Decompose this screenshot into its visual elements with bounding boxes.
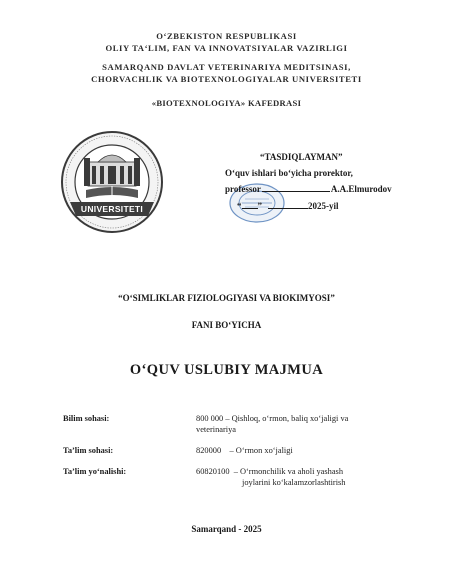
approval-title-professor: professor [225, 184, 261, 194]
approval-date-line [237, 201, 339, 211]
approval-position: O‘quv ishlari bo‘yicha prorektor, [225, 168, 353, 178]
date-quote-open: “ [237, 201, 242, 211]
header-ministry: OLIY TA‘LIM, FAN VA INNOVATSIYALAR VAZIRLIGI [105, 43, 348, 53]
header-republic: O‘ZBEKISTON RESPUBLIKASI [156, 31, 297, 41]
university-seal-icon [58, 128, 166, 236]
approval-year: 2025-yil [308, 201, 339, 211]
subject-name: “O‘SIMLIKLAR FIZIOLOGIYASI VA BIOKIMYOSI” [118, 293, 335, 303]
approval-title: “TASDIQLAYMAN” [260, 152, 343, 162]
info-label-education: Ta’lim sohasi: [63, 446, 114, 455]
date-quote-close: ” [257, 201, 262, 211]
approval-name: A.A.Elmurodov [330, 184, 392, 194]
approval-signature-line [225, 184, 392, 194]
info-value-knowledge [196, 414, 348, 435]
info-value-education [196, 446, 293, 457]
header-university-line2: CHORVACHLIK VA BIOTEXNOLOGIYALAR UNIVERSITETI [91, 74, 362, 84]
header-university-line1: SAMARQAND DAVLAT VETERINARIYA MEDITSINASI, [102, 62, 351, 72]
subject-suffix: FANI BO‘YICHA [191, 320, 262, 330]
header-department: «BIOTEXNOLOGIYA» KAFEDRASI [151, 98, 302, 108]
main-title: O‘QUV USLUBIY MAJMUA [129, 362, 324, 378]
info-value-knowledge-line1: 800 000 – Qishloq, o‘rmon, baliq xo‘jaligi va [196, 414, 349, 423]
info-value-direction-line2: joylarini ko‘kalamzorlashtirish [242, 477, 346, 487]
day-blank [242, 208, 258, 209]
signature-blank [262, 191, 330, 192]
info-value-education-line1: 820000 – O‘rmon xo‘jaligi [196, 446, 293, 455]
month-blank [268, 208, 308, 209]
university-logo [58, 128, 166, 236]
logo-banner-text: UNIVERSITETI [80, 204, 144, 214]
info-value-direction-line1: 60820100 – O‘rmonchilik va aholi yashash [196, 467, 344, 476]
info-value-knowledge-line2: veterinariya [196, 424, 236, 434]
footer-city-year: Samarqand - 2025 [191, 524, 262, 534]
info-value-direction [196, 467, 346, 488]
info-label-knowledge: Bilim sohasi: [63, 414, 110, 423]
info-label-direction: Ta’lim yo‘nalishi: [63, 467, 127, 476]
